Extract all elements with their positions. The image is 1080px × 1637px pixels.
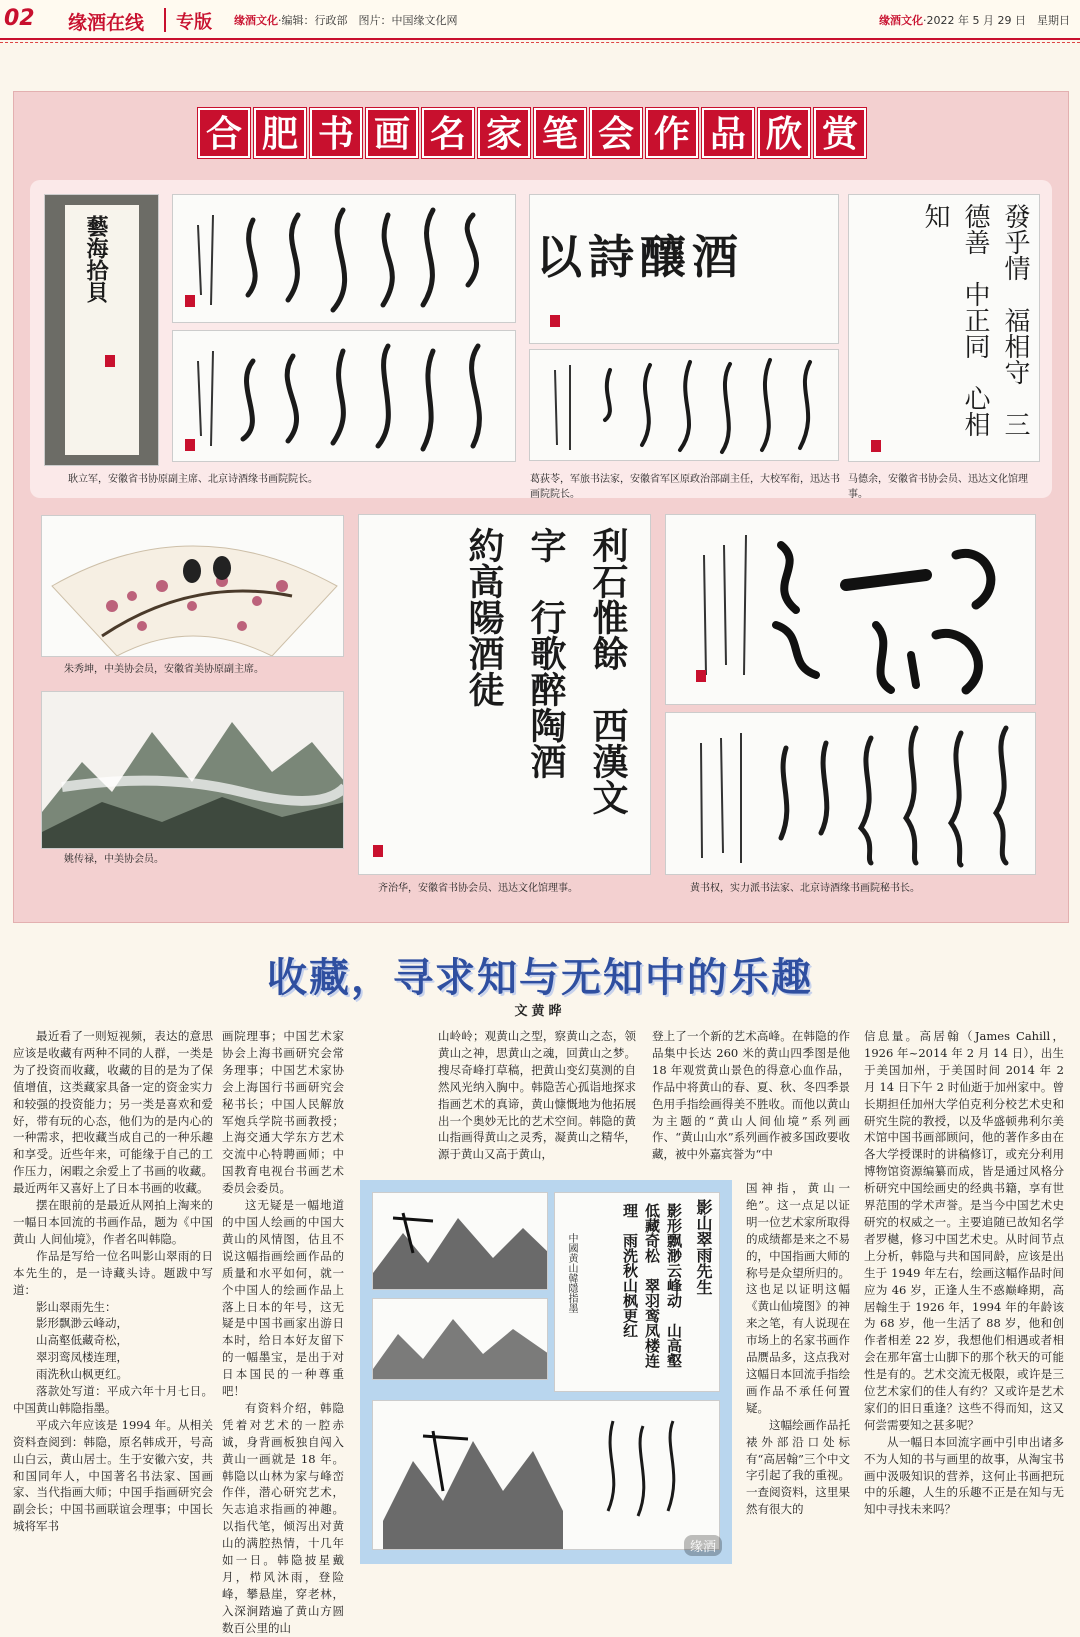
caption-huang-shuquan: 黄书权，实力派书法家、北京诗酒缘书画院秘书长。 xyxy=(690,883,920,894)
article-column-3 xyxy=(438,1028,636,1163)
article-column-2 xyxy=(222,1028,344,1637)
date-text: ·2022 年 5 月 29 日 星期日 xyxy=(923,14,1070,27)
artwork-fan-painting-birds xyxy=(41,515,344,657)
paragraph: 落款处写道：平成六年十月七日。中国黄山韩隐指墨。 xyxy=(13,1384,213,1415)
gallery-title-char: 品 xyxy=(702,108,754,158)
paper-name: 缘酒在线 xyxy=(68,12,145,34)
artwork-text: 以詩釀酒 xyxy=(536,230,744,284)
gallery-title-char: 名 xyxy=(422,108,474,158)
credits-text: ·编辑：行政部 图片：中国缘文化网 xyxy=(278,14,458,27)
header-date xyxy=(879,12,1070,28)
paragraph: 国神指，黄山一绝”。这一点足以证明一位艺术家所取得的成绩都是来之不易的，中国指画大师的称号是众望所归的。这也足以证明这幅《黄山仙境图》的神来之笔，有人说现在市场上的名家书画作品赝品多，这点我对这幅日本回流手指绘画作品不承任何置疑。 xyxy=(746,1181,850,1415)
dedication-text: 影山翠雨先生 xyxy=(694,1199,713,1295)
paragraph: 信息量。高居翰（James Cahill，1926 年~2014 年 2 月 14 日），出生于美国加州，于美国时间 2014 年 2 月 14 日下午 2 时仙逝于加州家中。曾长期担任加州大学伯克利分校艺术史和研究生院的教授，以及华盛顿弗利尔美术馆中国书画部顾问，他的著作多由在各大学授课时的讲稿修订，或充分利用博物馆资源编纂而成，皆是通过风格分析研究中国绘画史的经典书籍，享有世界范围的学术声誉。是当今中国艺术史研究的权威之一。主要追随已故知名学者罗樾，修习中国艺术史。从时间节点上分析，韩隐与共和国同龄，应该是出生于 1949 年左右，绘画这幅作品时间应为 46 岁，正逢人生不惑巅峰期，高居翰生于 1926 年，1994 年的年龄该为 68 岁，他一生活了 88 岁，他和创作者相差 22 岁，我想他们相遇或者相会在那年富士山脚下的那个秋天的可能性是有的。艺术交流无极限，或许是三位艺术家们的佳人有约？又或许是艺术家们的旧日重逢？这些不得而知，这又何尝需要知之甚多呢？ xyxy=(864,1029,1064,1432)
poem-line: 翠羽鸾凤楼连理， xyxy=(36,1350,128,1365)
caption-qi-zhihua: 齐治华，安徽省书协会员、迅达文化馆理事。 xyxy=(378,883,578,894)
poem-line: 山高壑低藏奇松， xyxy=(36,1333,128,1348)
article-column-4b xyxy=(746,1180,850,1518)
artwork-cursive-3 xyxy=(529,349,839,461)
paragraph: 摆在眼前的是最近从网拍上淘来的一幅日本回流的书画作品，题为《中国黄山 人间仙境》，作者名叫韩隐。 xyxy=(13,1198,213,1246)
signature-text: 中國黄山韓隱指墨 xyxy=(566,1233,577,1313)
poem-line: 雨洗秋山枫更红。 xyxy=(36,1367,128,1382)
paragraph: 这幅绘画作品托裱外部沿口处标有“高居翰”三个中文字引起了我的重视。一查阅资料，这里果然有很大的 xyxy=(746,1417,850,1517)
seal-stamp xyxy=(185,439,195,451)
gallery-title-char: 合 xyxy=(198,108,250,158)
header-divider xyxy=(164,8,166,32)
article-column-5 xyxy=(864,1028,1064,1518)
artwork-text: 發乎情 福相守 三德善 中正同 心相知 xyxy=(920,203,1030,437)
inset-ink-pine-1 xyxy=(372,1192,548,1290)
header-dashed-rule xyxy=(0,42,1080,43)
credits-label: 缘酒文化 xyxy=(234,14,278,27)
artwork-clerical-script xyxy=(848,194,1040,462)
artwork-text: 利石惟餘 西漢文字 行歌醉陶酒 約高陽酒徒 xyxy=(463,527,629,815)
poem-line: 影山翠雨先生： xyxy=(36,1299,117,1314)
paragraph: 这无疑是一幅地道的中国人绘画的中国大黄山的风情图，估且不说这幅指画绘画作品的质量和水平如何，就一个中国人的绘画作品上落上日本的年号，这无疑是中国书画家出游日本时，给日本好友留下的一幅墨宝，是出于对日本国民的一种尊重吧！ xyxy=(222,1198,344,1399)
artwork-cursive-1 xyxy=(172,194,516,323)
ink-landscape-graphic xyxy=(373,1401,720,1550)
article-column-1 xyxy=(13,1028,213,1535)
paragraph: 山岭岭；观黄山之型，察黄山之态，领黄山之神，思黄山之魂，回黄山之梦。搜尽奇峰打草稿，把黄山变幻莫测的自然风光纳入胸中。韩隐苦心孤诣地探求指画艺术的真谛，黄山慷慨地为他拓展出一个奥妙无比的艺术空间。韩隐的黄山指画得黄山之灵秀，凝黄山之精华，源于黄山又高于黄山， xyxy=(438,1029,636,1162)
artwork-landscape-painting xyxy=(41,691,344,849)
section-label: 专版 xyxy=(176,12,212,33)
inset-calligraphy-poem xyxy=(554,1192,720,1392)
paragraph: 作品是写给一位名叫影山翠雨的日本先生的，是一诗藏头诗。题跋中写道： xyxy=(13,1248,213,1297)
seal-stamp xyxy=(373,845,383,857)
artwork-li-script xyxy=(358,514,651,875)
inset-ink-pine-2 xyxy=(372,1298,548,1380)
ink-landscape-graphic xyxy=(373,1299,548,1380)
article-column-4 xyxy=(652,1028,850,1163)
seal-stamp xyxy=(550,315,560,327)
artwork-yi-shi-niang-jiu xyxy=(529,194,839,344)
gallery-title-char: 赏 xyxy=(814,108,866,158)
artwork-bold-cursive xyxy=(665,514,1036,705)
header-credits xyxy=(234,12,458,28)
gallery-title-char: 肥 xyxy=(254,108,306,158)
gallery-title xyxy=(198,108,866,158)
paragraph: 最近看了一则短视频，表达的意思应该是收藏有两种不同的人群，一类是为了投资而收藏，收藏的目的是为了保值增值，这类藏家具备一定的资金实力和较强的投资能力；另一类是喜欢和爱好，带有玩的心态，他们为的是内心的一种需求，把收藏当成自己的一种乐趣和享受。近些年来，可能缘于自己的工作压力，闲暇之余爱上了书画的收藏。最近两年又喜好上了日本书画的收藏。 xyxy=(13,1029,213,1196)
page-number: 02 xyxy=(4,6,35,31)
poem-text: 影形飘渺云峰动 山高壑低藏奇松 翠羽鸾凤楼连理 雨洗秋山枫更红 xyxy=(621,1203,683,1368)
header-rule xyxy=(0,38,1080,40)
cursive-strokes xyxy=(530,350,839,461)
caption-ma-deyu: 马德余，安徽省书协会员、迅达文化馆理事。 xyxy=(848,474,1028,500)
gallery-title-char: 会 xyxy=(590,108,642,158)
seal-stamp xyxy=(871,440,881,452)
paragraph: 登上了一个新的艺术高峰。在韩隐的作品集中长达 260 米的黄山四季图是他 18 年观赏黄山景色的得意心血作品，作品中将黄山的春、夏、秋、冬四季景色用手指绘画得美不胜收。而他以黄山为主题的“黄山人间仙境”系列画作、“黄山山水”系列画作被多国政要收藏，被中外嘉宾誉为“中 xyxy=(652,1029,850,1162)
inset-full-scroll xyxy=(372,1400,720,1550)
artwork-cursive-2 xyxy=(172,330,516,462)
gallery-title-char: 书 xyxy=(310,108,362,158)
watermark: 缘酒 xyxy=(684,1535,722,1556)
artwork-yishu-haibei xyxy=(44,194,159,466)
cursive-strokes xyxy=(173,195,516,323)
gallery-title-char: 欣 xyxy=(758,108,810,158)
cursive-strokes xyxy=(173,331,516,462)
paragraph: 从一幅日本回流字画中引申出诸多不为人知的书与画里的故事，从淘宝书画中汲吸知识的营养，这何止书画把玩中的乐趣，人生的乐趣不正是在知与无知中寻找未来吗？ xyxy=(864,1434,1064,1517)
gallery-title-char: 家 xyxy=(478,108,530,158)
seal-stamp xyxy=(696,670,706,682)
caption-geng-lijun: 耿立军，安徽省书协原副主席、北京诗酒缘书画院院长。 xyxy=(68,474,318,485)
seal-stamp xyxy=(185,295,195,307)
article-title: 收藏，寻求知与无知中的乐趣 xyxy=(267,955,813,1001)
inset-photo-panel xyxy=(360,1180,732,1564)
fan-painting-graphic xyxy=(42,516,344,657)
landscape-graphic xyxy=(42,692,344,849)
poem-line: 影形飘渺云峰动， xyxy=(36,1316,128,1331)
paragraph: 有资料介绍，韩隐凭着对艺术的一腔赤诚，身背画板独自闯入黄山一画就是 18 年。韩隐以山林为家与峰峦作伴，潜心研究艺术，矢志追求指画的神趣。以指代笔，倾泻出对黄山的满腔热情，十几年如一日。韩隐披星戴月，栉风沐雨，登险峰，攀悬崖，穿老林，入深涧踏遍了黄山方圆数百公里的山 xyxy=(222,1400,344,1635)
cursive-strokes xyxy=(666,515,1036,705)
article-author: 文黄晔 xyxy=(514,1004,566,1019)
gallery-title-char: 笔 xyxy=(534,108,586,158)
artwork-text: 藝海拾貝 xyxy=(83,215,109,303)
seal-stamp xyxy=(105,355,115,367)
paragraph: 画院理事；中国艺术家协会上海书画研究会常务理事；中国艺术家协会上海国行书画研究会秘书长；中国人民解放军炮兵学院书画教授；上海交通大学东方艺术交流中心特聘画师；中国教育电视台书画艺术委员会委员。 xyxy=(222,1029,344,1196)
gallery-title-char: 画 xyxy=(366,108,418,158)
page-header xyxy=(0,0,1080,38)
caption-zhu-xiukun: 朱秀坤，中美协会员，安徽省美协原副主席。 xyxy=(64,664,264,675)
ink-landscape-graphic xyxy=(373,1193,548,1290)
artwork-running-script xyxy=(665,712,1036,875)
date-label: 缘酒文化 xyxy=(879,14,924,27)
gallery-title-char: 作 xyxy=(646,108,698,158)
cursive-strokes xyxy=(666,713,1036,875)
paragraph: 平成六年应该是 1994 年。从相关资料查阅到：韩隐，原名韩成开，号高山白云，黄山居士。生于安徽六安，共和国同年人，中国著名书法家、国画家、当代指画大师；中国手指画研究会副会长；中国书画联谊会理事；中国长城将军书 xyxy=(13,1417,213,1534)
caption-yao-chuanlu: 姚传禄，中美协会员。 xyxy=(64,854,164,865)
caption-ge-diling: 葛荻苓，军旅书法家，安徽省军区原政治部副主任，大校军衔，迅达书画院院长。 xyxy=(530,474,840,500)
